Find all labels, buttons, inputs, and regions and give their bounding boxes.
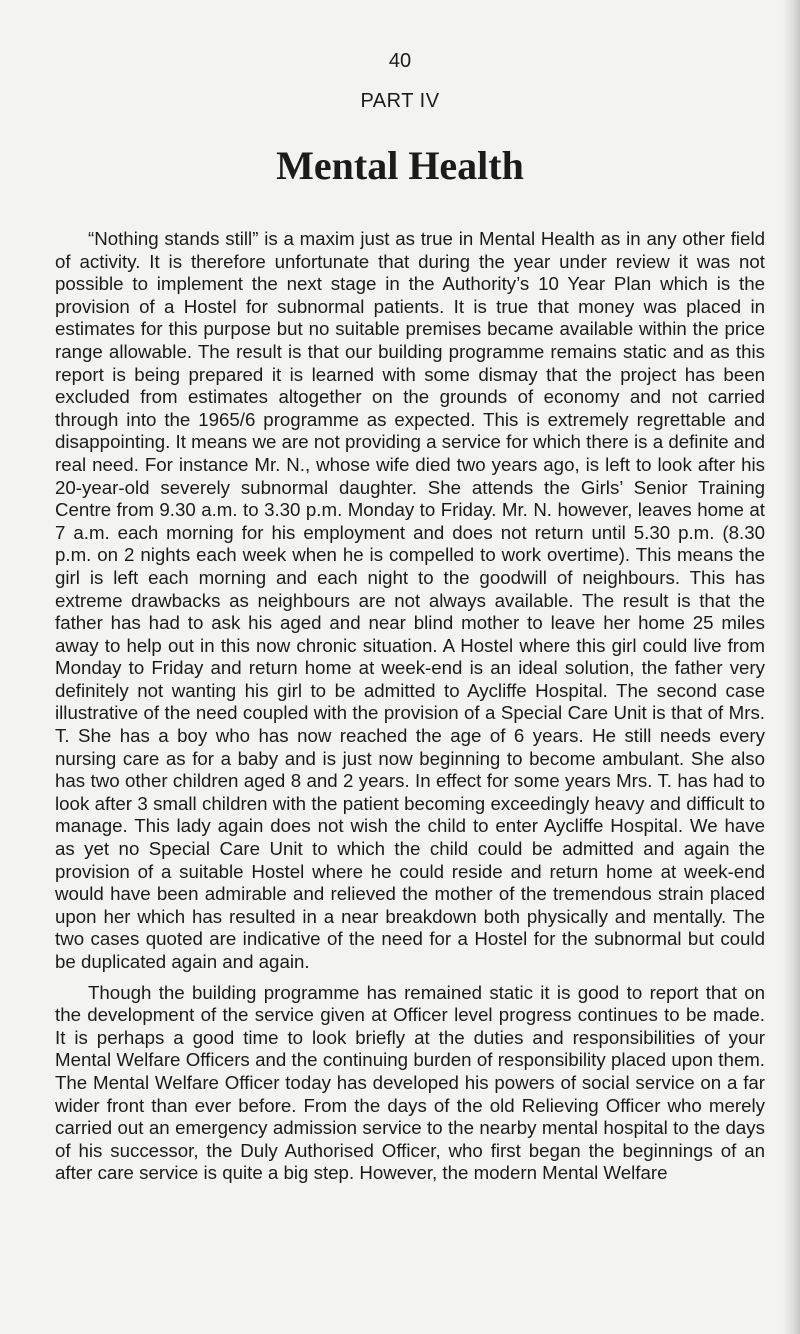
paragraph: “Nothing stands still” is a maxim just as true in Mental Health as in any other field of activity. It is therefore unfortunate that during the year under review it was not possible to implement the next stage in the Authority’s 10 Year Plan which is the provision of a Hostel for subnormal patients. It is true that money was placed in estimates for this purpose but no suitable premises became available within the price range allowable. The result is that our building programme remains static and as this report is being prepared it is learned with some dismay that the project has been excluded from estimates altogether on the grounds of economy and not carried through into the 1965/6 programme as expected. This is extremely regrettable and disappointing. It means we are not providing a service for which there is a definite and real need. For instance Mr. N., whose wife died two years ago, is left to look after his 20-year-old severely subnormal daughter. She attends the Girls’ Senior Training Centre from 9.30 a.m. to 3.30 p.m. Monday to Friday. Mr. N. however, leaves home at 7 a.m. each morning for his employment and does not return until 5.30 p.m. (8.30 p.m. on 2 nights each week when he is compelled to work overtime). This means the girl is left each morning and each night to the goodwill of neighbours. This has extreme drawbacks as neighbours are not always available. The result is that the father has had to ask his aged and near blind mother to leave her home 25 miles away to help out in this now chronic situation. A Hostel where this girl could live from Monday to Friday and return home at week-end is an ideal solution, the father very definitely not wanting his girl to be admitted to Aycliffe Hospital. The second case illustrative of the need coupled with the provision of a Special Care Unit is that of Mrs. T. She has a boy who has now reached the age of 6 years. He still needs every nursing care as for a baby and is just now beginning to become ambulant. She also has two other children aged 8 and 2 years. In effect for some years Mrs. T. has had to look after 3 small children with the patient becoming exceedingly heavy and difficult to manage. This lady again does not wish the child to enter Aycliffe Hospital. We have as yet no Special Care Unit to which the child could be admitted and again the provision of a suitable Hostel where he could reside and return home at week-end would have been admirable and relieved the mother of the tremendous strain placed upon her which has resulted in a near breakdown both physically and mentally. The two cases quoted are indicative of the need for a Hostel for the subnormal but could be duplicated again and again. <box>55 228 765 972</box>
part-heading: PART IV <box>360 90 440 112</box>
paragraph: Though the building programme has remained static it is good to report that on the development of the service given at Officer level progress continues to be made. It is perhaps a good time to look briefly at the duties and responsibilities of your Mental Welfare Officers and the continuing burden of responsibility placed upon them. The Mental Welfare Officer today has developed his powers of social service on a far wider front than ever before. From the days of the old Relieving Officer who merely carried out an emergency admission service to the nearby mental hospital to the days of his successor, the Duly Authorised Officer, who first began the beginnings of an after care service is quite a big step. However, the modern Mental Welfare <box>55 981 765 1184</box>
page-title: Mental Health <box>276 143 524 188</box>
page-edge-shadow <box>782 0 800 1334</box>
body-text <box>55 228 765 1185</box>
page-number: 40 <box>388 50 412 72</box>
